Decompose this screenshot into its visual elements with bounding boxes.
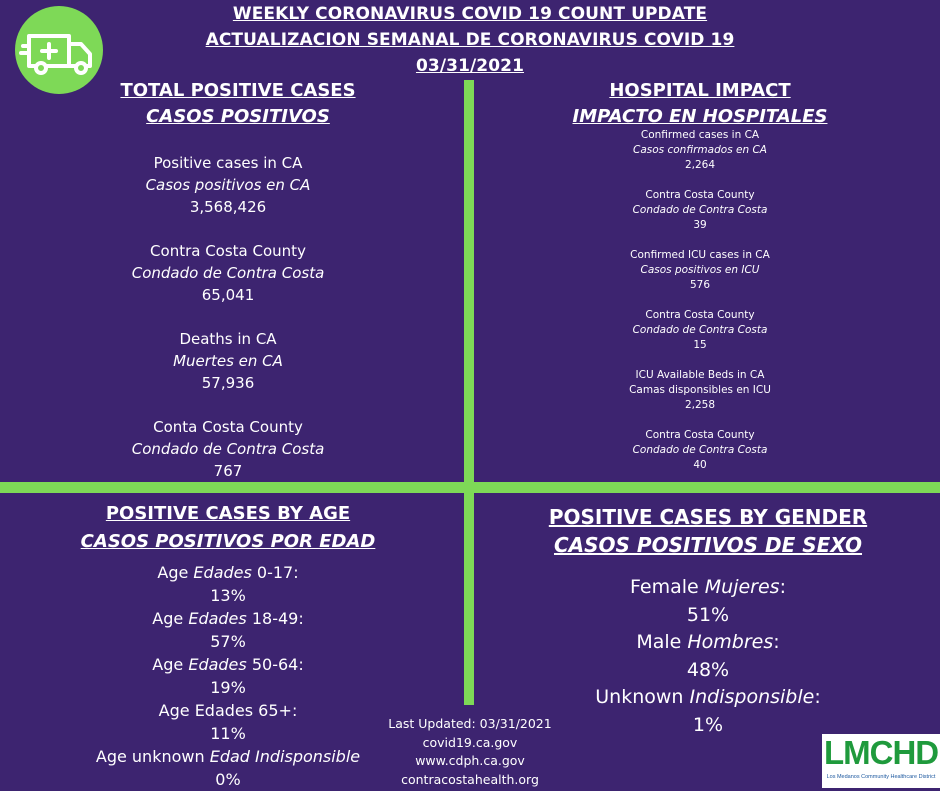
age-section (30, 503, 426, 552)
header-title-es: ACTUALIZACION SEMANAL DE CORONAVIRUS COVID 19 (205, 30, 735, 50)
stat-label-es: Condado de Contra Costa (131, 440, 325, 458)
total-cases-list (30, 152, 426, 482)
age-group-label: Age Edades 18-49: (152, 609, 304, 628)
stat-label-en: Deaths in CA (179, 330, 277, 348)
age-group-label: Age Edades 50-64: (152, 655, 304, 674)
hospital-value: 2,264 (684, 159, 716, 171)
age-title-en: POSITIVE CASES BY AGE (105, 503, 351, 524)
last-updated: Last Updated: 03/31/2021 (388, 716, 552, 731)
gender-title-en: POSITIVE CASES BY GENDER (548, 505, 868, 529)
lmchd-logo-subtitle: Los Medanos Community Healthcare District (826, 774, 936, 780)
age-group-value: 57% (210, 632, 246, 651)
hospital-label-es: Condado de Contra Costa (632, 324, 768, 336)
link-contracosta[interactable]: contracostahealth.org (401, 771, 539, 787)
vertical-divider (464, 80, 474, 705)
total-cases-title-en: TOTAL POSITIVE CASES (120, 80, 356, 101)
gender-title-es: CASOS POSITIVOS DE SEXO (553, 533, 863, 557)
hospital-value: 15 (693, 339, 707, 351)
age-group-label: Age Edades 0-17: (157, 563, 299, 582)
stat-value: 57,936 (201, 374, 255, 392)
stat-label-es: Muertes en CA (173, 352, 283, 370)
lmchd-logo (822, 734, 940, 788)
hospital-list (560, 128, 840, 473)
hospital-label-es: Camas disponsibles en ICU (629, 384, 771, 396)
link-covid19[interactable]: covid19.ca.gov (422, 734, 518, 750)
hospital-section (510, 80, 890, 127)
stat-label-es: Condado de Contra Costa (131, 264, 325, 282)
age-group-value: 11% (210, 724, 246, 743)
header-title-en: WEEKLY CORONAVIRUS COVID 19 COUNT UPDATE (232, 4, 708, 24)
hospital-label-es: Condado de Contra Costa (632, 204, 768, 216)
stat-label-en: Contra Costa County (150, 242, 306, 260)
hospital-title-en: HOSPITAL IMPACT (609, 80, 791, 101)
stat-value: 3,568,426 (189, 198, 267, 216)
hospital-value: 576 (689, 279, 711, 291)
hospital-value: 39 (693, 219, 707, 231)
stat-value: 65,041 (201, 286, 255, 304)
gender-value: 48% (686, 658, 730, 681)
gender-label: Unknown Indisponsible: (595, 686, 821, 708)
header-date: 03/31/2021 (415, 56, 525, 76)
hospital-label-en: ICU Available Beds in CA (635, 369, 765, 381)
age-title-es: CASOS POSITIVOS POR EDAD (80, 531, 376, 552)
horizontal-divider (0, 482, 940, 493)
age-list (30, 561, 426, 791)
stat-value: 767 (213, 462, 243, 480)
age-group-value: 19% (210, 678, 246, 697)
hospital-label-es: Casos confirmados en CA (633, 144, 767, 156)
age-group-label: Age Edades 65+: (158, 701, 298, 720)
stat-label-en: Conta Costa County (153, 418, 303, 436)
hospital-label-es: Condado de Contra Costa (632, 444, 768, 456)
gender-label: Female Mujeres: (630, 576, 786, 598)
hospital-value: 2,258 (684, 399, 716, 411)
age-group-value: 0% (215, 770, 241, 789)
hospital-label-en: Contra Costa County (645, 429, 755, 441)
hospital-label-en: Contra Costa County (645, 189, 755, 201)
age-group-label: Age unknown Edad Indisponsible (95, 747, 361, 766)
hospital-label-en: Confirmed ICU cases in CA (630, 249, 770, 261)
hospital-label-en: Confirmed cases in CA (640, 129, 760, 141)
stat-label-es: Casos positivos en CA (145, 176, 311, 194)
total-cases-section (60, 80, 416, 127)
gender-label: Male Hombres: (636, 631, 780, 653)
gender-value: 51% (686, 603, 730, 626)
hospital-label-en: Contra Costa County (645, 309, 755, 321)
lmchd-logo-text: LMCHD (824, 734, 939, 771)
age-group-value: 13% (210, 586, 246, 605)
hospital-title-es: IMPACTO EN HOSPITALES (572, 106, 828, 127)
footer (370, 715, 570, 789)
link-cdph[interactable]: www.cdph.ca.gov (415, 753, 525, 768)
hospital-value: 40 (693, 459, 707, 471)
total-cases-title-es: CASOS POSITIVOS (146, 106, 330, 127)
stat-label-en: Positive cases in CA (153, 154, 303, 172)
gender-section (490, 505, 926, 557)
hospital-label-es: Casos positivos en ICU (640, 264, 760, 276)
gender-value: 1% (692, 713, 724, 736)
